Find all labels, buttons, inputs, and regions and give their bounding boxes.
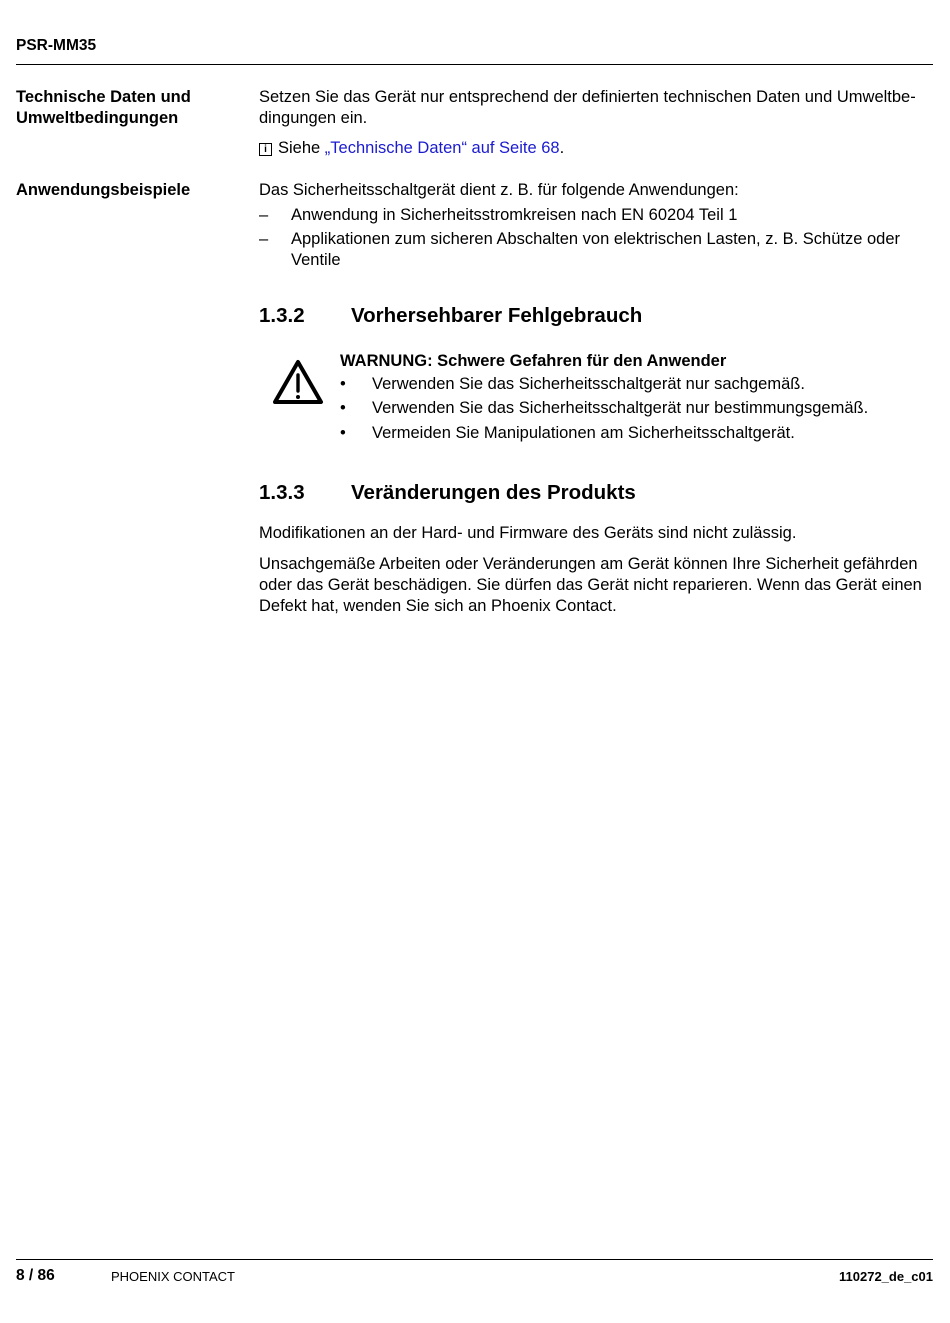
text-line: Setzen Sie das Gerät nur entsprechend der definierten technischen Daten und Umweltbe- <box>259 88 916 106</box>
section-title: Veränderungen des Produkts <box>351 481 636 504</box>
info-icon: i <box>259 143 272 156</box>
applications-intro: Das Sicherheitsschaltgerät dient z. B. für folgende Anwendungen: <box>259 181 739 199</box>
ref-prefix: Siehe <box>278 139 325 157</box>
side-label-tech-data <box>16 87 236 129</box>
document-title: PSR-MM35 <box>16 37 97 54</box>
bullet-marker: • <box>340 424 346 442</box>
section-title: Vorhersehbarer Fehlgebrauch <box>351 304 643 327</box>
section-heading-1-3-3 <box>259 481 636 505</box>
warning-triangle-icon <box>272 358 324 406</box>
page-number: 8 / 86 <box>16 1267 55 1284</box>
warning-title: WARNUNG: Schwere Gefahren für den Anwender <box>340 352 727 370</box>
list-item <box>259 205 933 226</box>
paragraph: Modifikationen an der Hard- und Firmware des Geräts sind nicht zulässig. <box>259 524 797 542</box>
section-number: 1.3.3 <box>259 481 305 504</box>
side-label-applications: Anwendungsbeispiele <box>16 181 191 199</box>
section-number: 1.3.2 <box>259 304 305 327</box>
list-item <box>340 423 795 444</box>
dash-marker: – <box>259 230 269 248</box>
company-name: PHOENIX CONTACT <box>111 1269 235 1284</box>
list-item <box>259 229 933 271</box>
bullet-marker: • <box>340 399 346 417</box>
list-item-text: Verwenden Sie das Sicherheitsschaltgerät nur sachgemäß. <box>372 375 805 393</box>
list-item <box>340 374 805 395</box>
header-divider <box>16 64 933 65</box>
list-item <box>340 398 868 419</box>
list-item-text: Applikationen zum sicheren Abschalten von elektrischen Lasten, z. B. Schütze oder Ventile <box>291 230 901 269</box>
section-heading-1-3-2 <box>259 304 642 328</box>
cross-reference <box>259 138 564 159</box>
side-label-line: Technische Daten und <box>16 88 191 106</box>
tech-data-text <box>259 87 933 129</box>
bullet-marker: • <box>340 375 346 393</box>
technical-data-link[interactable]: „Technische Daten“ auf Seite 68 <box>324 139 560 157</box>
paragraph: Unsachgemäße Arbeiten oder Veränderungen am Gerät können Ihre Sicherheit gefährden oder das Gerät beschädigen. Sie dürfen das Gerät nicht reparieren. Wenn das Gerät einen Defekt hat, wenden Sie sich an Phoenix Contact. <box>259 555 922 615</box>
list-item-text: Vermeiden Sie Manipulationen am Sicherheitsschaltgerät. <box>372 424 795 442</box>
footer-divider <box>16 1259 933 1260</box>
side-label-line: Umweltbedingungen <box>16 109 179 127</box>
ref-suffix: . <box>559 139 565 157</box>
list-item-text: Anwendung in Sicherheitsstromkreisen nach EN 60204 Teil 1 <box>291 206 738 224</box>
dash-marker: – <box>259 206 269 224</box>
list-item-text: Verwenden Sie das Sicherheitsschaltgerät nur bestimmungsgemäß. <box>372 399 869 417</box>
document-id: 110272_de_c01 <box>839 1269 933 1284</box>
text-line: dingungen ein. <box>259 109 368 127</box>
